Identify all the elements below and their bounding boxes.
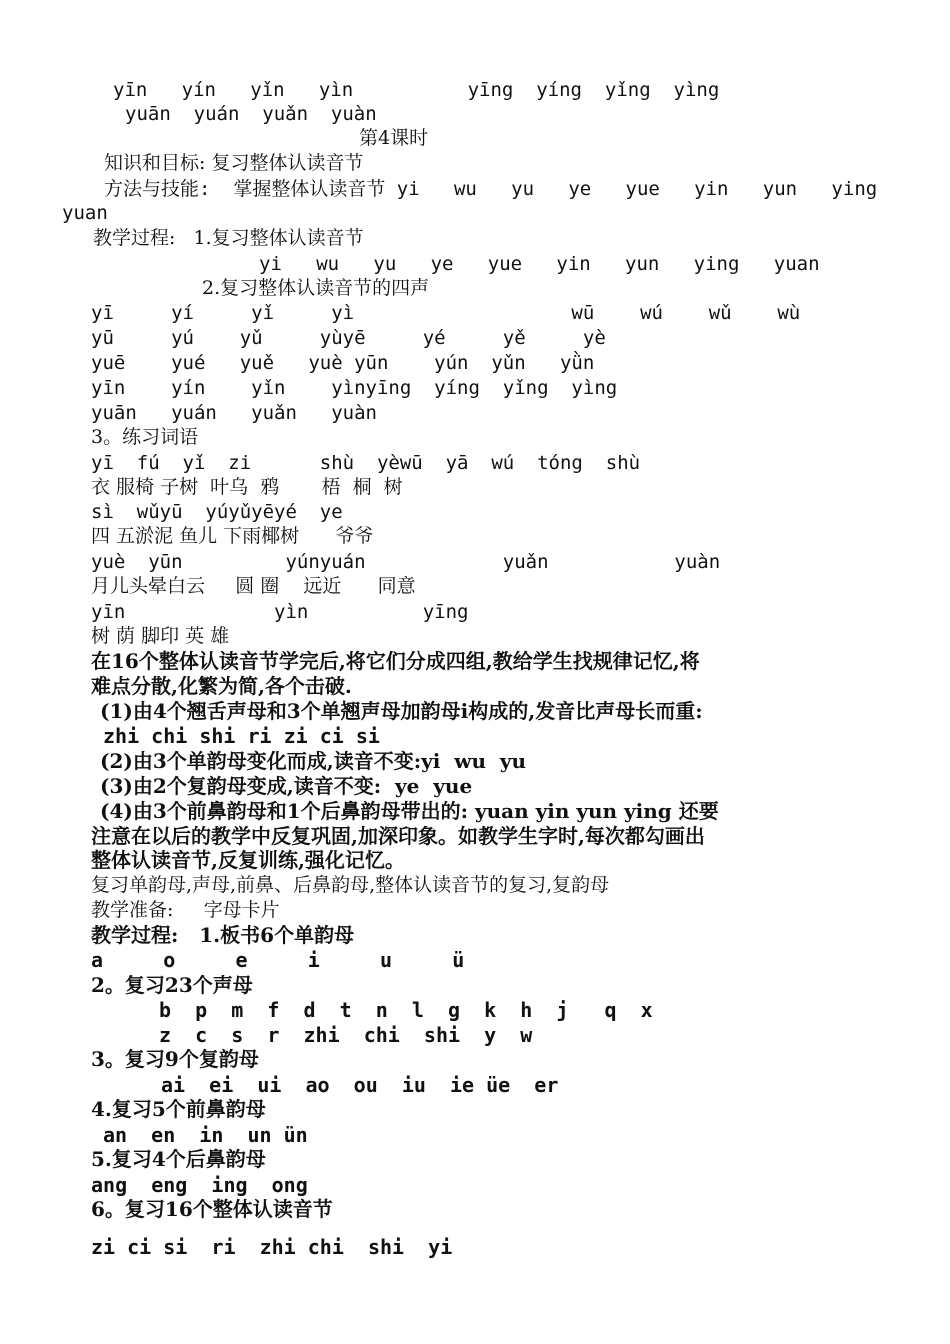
text-line: 难点分散,化繁为简,各个击破. <box>91 674 352 698</box>
text-line: zi ci si ri zhi chi shi yi <box>91 1235 453 1259</box>
text-line: 树 荫 脚印 英 雄 <box>91 625 230 647</box>
text-line: z c s r zhi chi shi y w <box>159 1023 533 1047</box>
text-line: (4)由3个前鼻韵母和1个后鼻韵母带出的: yuan yin yun ying 还要 <box>100 799 719 823</box>
text-line: (1)由4个翘舌声母和3个单翘声母加韵母i构成的,发音比声母长而重: <box>100 699 703 723</box>
text-line: 在16个整体认读音节学完后,将它们分成四组,教给学生找规律记忆,将 <box>91 649 700 673</box>
text-line: an en in un ün <box>103 1123 308 1147</box>
text-line: yuan <box>62 202 108 224</box>
text-line: 复习单韵母,声母,前鼻、后鼻韵母,整体认读音节的复习,复韵母 <box>91 874 610 896</box>
text-line: yuè yūn yúnyuán yuǎn yuàn <box>91 551 721 573</box>
text-line: 注意在以后的教学中反复巩固,加深印象。如教学生字时,每次都勾画出 <box>91 824 705 848</box>
text-line: yīn yìn yīng <box>91 601 469 623</box>
text-line: yuē yué yuě yuè yūn yún yǔn yǜn <box>91 352 595 374</box>
text-line: 3。练习词语 <box>91 426 199 448</box>
text-line: yī fú yǐ zi shù yèwū yā wú tóng shù <box>91 452 641 474</box>
text-line: 6。复习16个整体认读音节 <box>91 1197 333 1221</box>
text-line: 教学过程: 1.板书6个单韵母 <box>91 923 355 947</box>
text-line: 2.复习整体认读音节的四声 <box>202 277 430 299</box>
text-line: yīn yín yǐn yìnyīng yíng yǐng yìng <box>91 377 618 399</box>
lesson-heading: 第4课时 <box>359 127 429 149</box>
text-line: 衣 服椅 子树 叶乌 鸦 梧 桐 树 <box>91 476 403 498</box>
text-line: yuān yuán yuǎn yuàn <box>125 103 377 125</box>
text-line: 3。复习9个复韵母 <box>91 1047 259 1071</box>
text-line: 月儿头晕白云 圆 圈 远近 同意 <box>91 575 416 597</box>
text-line: b p m f d t n l g k h j q x <box>159 998 653 1022</box>
text-line: 教学准备: 字母卡片 <box>91 899 280 921</box>
text-line: 4.复习5个前鼻韵母 <box>91 1097 266 1121</box>
text-line: zhi chi shi ri zi ci si <box>103 724 380 748</box>
text-line: 整体认读音节,反复训练,强化记忆。 <box>91 848 405 872</box>
text-line: yuān yuán yuǎn yuàn <box>91 402 377 424</box>
text-line: yū yú yǔ yùyē yé yě yè <box>91 327 606 349</box>
text-line: sì wǔyū yúyǔyēyé ye <box>91 501 343 523</box>
text-line: a o e i u ü <box>91 948 465 972</box>
text-line: ang eng ing ong <box>91 1173 308 1197</box>
text-line: yī yí yǐ yì wū wú wǔ wù <box>91 302 801 324</box>
text-line: 5.复习4个后鼻韵母 <box>91 1147 266 1171</box>
text-line: 2。复习23个声母 <box>91 973 253 997</box>
text-line: (2)由3个单韵母变化而成,读音不变:yi wu yu <box>100 749 527 773</box>
text-line: 方法与技能: 掌握整体认读音节 yi wu yu ye yue yin yun ying <box>104 178 878 200</box>
text-line: 四 五淤泥 鱼儿 下雨椰树 爷爷 <box>91 525 374 547</box>
text-line: (3)由2个复韵母变成,读音不变: ye yue <box>100 774 473 798</box>
text-line: 知识和目标: 复习整体认读音节 <box>104 152 364 174</box>
text-line: 教学过程: 1.复习整体认读音节 <box>93 227 364 249</box>
text-line: ai ei ui ao ou iu ie üe er <box>161 1073 559 1097</box>
text-line: yi wu yu ye yue yin yun ying yuan <box>259 253 820 275</box>
text-line: yīn yín yǐn yìn yīng yíng yǐng yìng <box>113 79 720 101</box>
